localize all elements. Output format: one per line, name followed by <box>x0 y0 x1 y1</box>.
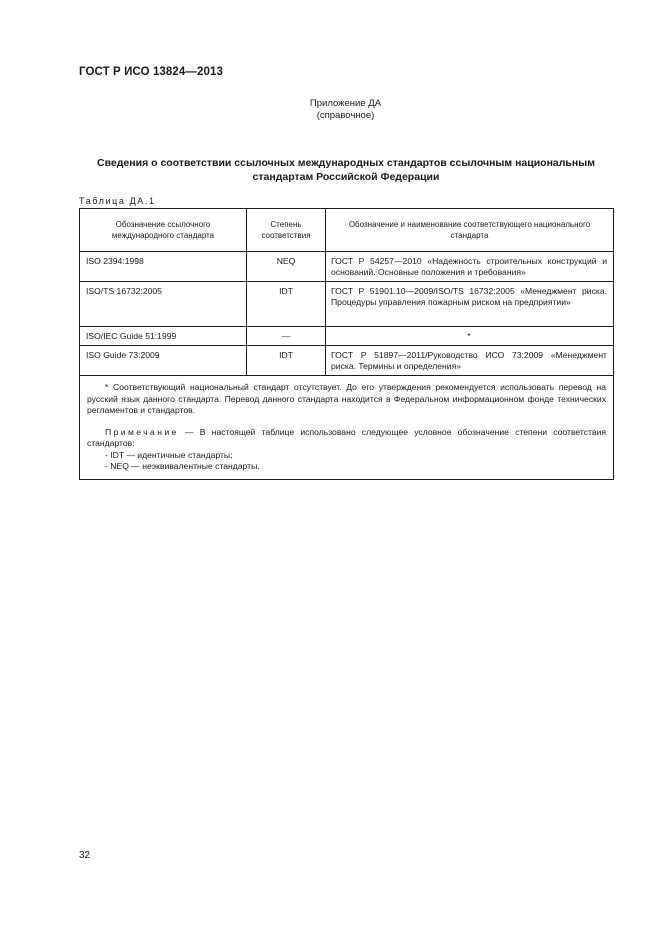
cell-national-standard: * <box>326 327 614 346</box>
appendix-heading <box>0 98 661 122</box>
correspondence-table <box>79 208 614 480</box>
table-notes <box>80 376 614 480</box>
page-number: 32 <box>79 850 91 861</box>
document-code: ГОСТ Р ИСО 13824—2013 <box>79 66 224 78</box>
table-caption <box>79 196 156 206</box>
cell-national-standard: ГОСТ Р 51901.10—2009/ISO/TS 16732:2005 «Менеджмент риска. Процедуры управления пожарным риском на предприятии» <box>326 282 614 327</box>
table-notes-row <box>80 376 614 480</box>
table-row <box>80 346 614 376</box>
section-title <box>79 156 613 184</box>
table-row <box>80 252 614 282</box>
table-row <box>80 282 614 327</box>
note-item-neq: - NEQ — неэквивалентные стандарты. <box>105 461 260 471</box>
section-title-line-2: стандартам Российской Федерации <box>252 171 440 183</box>
cell-international-standard: ISO/IEC Guide 51:1999 <box>80 327 247 346</box>
cell-degree: NEQ <box>247 252 326 282</box>
cell-national-standard: ГОСТ Р 54257—2010 «Надежность строительных конструкций и оснований. Основные положения и требования» <box>326 252 614 282</box>
note-label: Примечание <box>105 426 179 437</box>
table-caption-number: ДА.1 <box>129 196 156 206</box>
column-header-degree: Степень соответствия <box>247 209 326 252</box>
cell-international-standard: ISO 2394:1998 <box>80 252 247 282</box>
table-caption-label: Таблица <box>79 196 126 206</box>
cell-international-standard: ISO/TS 16732:2005 <box>80 282 247 327</box>
section-title-line-1: Сведения о соответствии ссылочных международных стандартов ссылочным национальным <box>97 157 595 169</box>
note-item-idt: - IDT — идентичные стандарты; <box>105 449 233 460</box>
table-header-row <box>80 209 614 252</box>
cell-degree: IDT <box>247 346 326 376</box>
note-text: — В настоящей таблице использовано следующее условное обозначение степени соответствия стандартов: <box>87 426 607 448</box>
note <box>87 427 606 450</box>
table-row <box>80 327 614 346</box>
column-header-international-standard: Обозначение ссылочного международного стандарта <box>80 209 247 252</box>
appendix-title: Приложение ДА <box>309 98 382 109</box>
cell-degree: IDT <box>247 282 326 327</box>
column-header-national-standard: Обозначение и наименование соответствующего национального стандарта <box>326 209 614 252</box>
cell-international-standard: ISO Guide 73:2009 <box>80 346 247 376</box>
footnote: * Соответствующий национальный стандарт отсутствует. До его утверждения рекомендуется использовать перевод на русский язык данного стандарта. Перевод данного стандарта находится в Федеральном информационном фонде технических регламентов и стандартов. <box>87 382 606 415</box>
cell-degree: — <box>247 327 326 346</box>
appendix-subtitle: (справочное) <box>316 110 375 121</box>
cell-national-standard: ГОСТ Р 51897—2011/Руководство ИСО 73:2009 «Менеджмент риска. Термины и определения» <box>326 346 614 376</box>
